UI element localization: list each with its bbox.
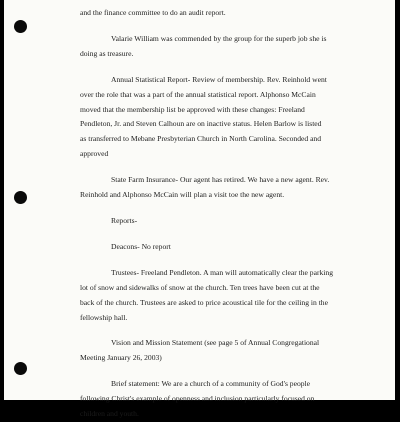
text-line: and the finance committee to do an audit report. — [80, 8, 226, 17]
text-line: Pendleton, Jr. and Steven Calhoun are on inactive status. Helen Barlow is listed — [80, 119, 322, 129]
text-line: approved — [80, 149, 109, 159]
text-line: following Christ's example of openness and inclusion particularly focused on — [80, 394, 315, 404]
text-line: children and youth. — [80, 409, 139, 419]
text-line: Meeting January 26, 2003) — [80, 353, 162, 363]
binder-hole-top — [14, 20, 27, 33]
text-line: fellowship hall. — [80, 312, 128, 322]
text-line: Annual Statistical Report- Review of membership. Rev. Reinhold went — [111, 74, 327, 84]
document-body — [80, 6, 380, 422]
text-line: as transferred to Mebane Presbyterian Church in North Carolina. Seconded and — [80, 134, 322, 144]
text-line: doing as treasure. — [80, 48, 134, 58]
paragraph-vision-mission — [80, 336, 380, 366]
paragraph-brief-statement — [80, 377, 380, 422]
text-line: Brief statement: We are a church of a community of God's people — [111, 379, 311, 389]
paragraph-finance — [80, 6, 380, 21]
text-line: back of the church. Trustees are asked to price acoustical tile for the ceiling in the — [80, 297, 328, 307]
text-line: lot of snow and sidewalks of snow at the church. Ten trees have been cut at the — [80, 282, 320, 292]
document-page — [4, 0, 395, 419]
text-line: Deacons- No report — [111, 241, 171, 251]
text-line: Vision and Mission Statement (see page 5 of Annual Congregational — [111, 338, 320, 348]
binder-hole-middle — [14, 191, 27, 204]
paragraph-trustees — [80, 266, 380, 326]
text-line: Trustees- Freeland Pendleton. A man will automatically clear the parking — [111, 267, 333, 277]
text-line: Valarie William was commended by the group for the superb job she is — [111, 33, 327, 43]
text-line: Reinhold and Alphonso McCain will plan a visit toe the new agent. — [80, 190, 285, 200]
paragraph-reports — [80, 214, 380, 229]
text-line: moved that the membership list be approved with these changes: Freeland — [80, 104, 305, 114]
binder-hole-bottom — [14, 362, 27, 375]
paragraph-valarie — [80, 32, 380, 62]
text-line: State Farm Insurance- Our agent has retired. We have a new agent. Rev. — [111, 175, 330, 185]
paragraph-deacons — [80, 240, 380, 255]
text-line: Reports- — [111, 215, 138, 225]
text-line: over the role that was a part of the annual statistical report. Alphonso McCain — [80, 89, 316, 99]
paragraph-annual-report — [80, 73, 380, 162]
paragraph-state-farm — [80, 173, 380, 203]
